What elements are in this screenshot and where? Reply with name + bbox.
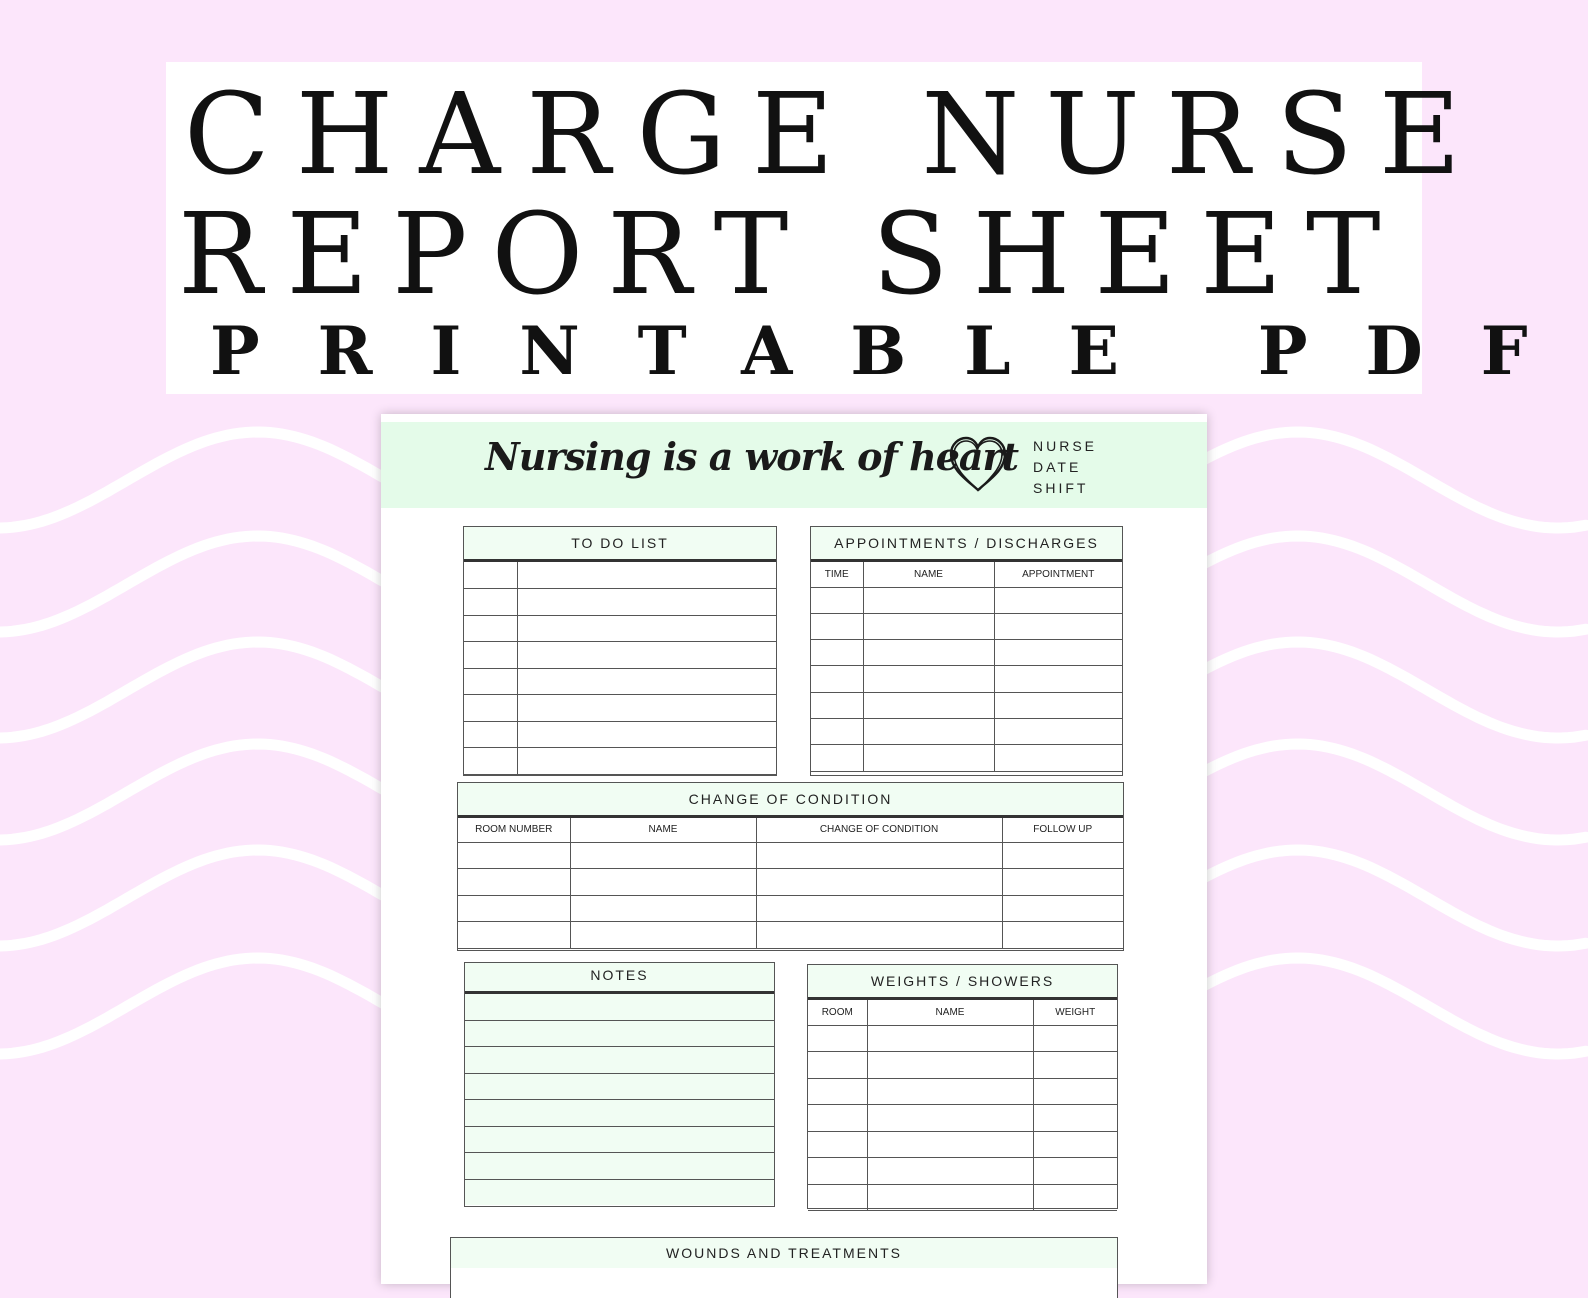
- field-date: DATE: [1033, 459, 1082, 475]
- table-cell: [517, 748, 776, 775]
- table-cell: [1033, 1078, 1117, 1105]
- table-cell: [994, 692, 1122, 718]
- table-cell: [1033, 1131, 1117, 1158]
- title-line-2: REPORT SHEET: [178, 190, 1405, 320]
- table-cell: [464, 721, 517, 748]
- table-row: [811, 745, 1122, 771]
- table-cell: [464, 562, 517, 589]
- table-cell: [808, 1131, 867, 1158]
- change-of-condition-box: [457, 782, 1124, 951]
- col-change-of-condition: CHANGE OF CONDITION: [756, 818, 1002, 842]
- table-cell: [756, 869, 1002, 896]
- table-cell: [863, 745, 994, 771]
- table-row: [464, 642, 776, 669]
- table-cell: [756, 842, 1002, 869]
- note-line: [465, 994, 774, 1021]
- table-row: [458, 869, 1123, 896]
- note-line: [465, 1153, 774, 1180]
- table-cell: [808, 1184, 867, 1211]
- table-cell: [517, 642, 776, 669]
- table-row: [464, 615, 776, 642]
- report-sheet-preview: [381, 414, 1207, 1284]
- note-line: [465, 1074, 774, 1101]
- table-row: [811, 613, 1122, 639]
- table-cell: [756, 922, 1002, 949]
- note-line: [465, 1100, 774, 1127]
- table-cell: [811, 692, 863, 718]
- wave-line: [1190, 642, 1586, 738]
- table-cell: [808, 1078, 867, 1105]
- table-cell: [1033, 1025, 1117, 1052]
- wave-line: [0, 850, 390, 946]
- note-line: [465, 1180, 774, 1206]
- wave-line: [0, 958, 390, 1054]
- table-row: [808, 1052, 1117, 1079]
- table-row: [458, 895, 1123, 922]
- table-cell: [1033, 1052, 1117, 1079]
- notes-title: NOTES: [465, 963, 774, 994]
- table-cell: [517, 589, 776, 616]
- table-row: [464, 748, 776, 775]
- table-cell: [994, 666, 1122, 692]
- wave-line: [0, 432, 390, 528]
- table-cell: [1002, 842, 1123, 869]
- notes-lines: [465, 994, 774, 1205]
- table-row: [811, 587, 1122, 613]
- table-row: [808, 1131, 1117, 1158]
- table-row: [464, 589, 776, 616]
- table-cell: [811, 745, 863, 771]
- table-cell: [808, 1025, 867, 1052]
- subtitle-line: PRINTABLE PDF: [210, 312, 1586, 390]
- table-cell: [464, 589, 517, 616]
- title-line-1: CHARGE NURSE: [184, 70, 1487, 200]
- table-cell: [808, 1158, 867, 1185]
- table-cell: [570, 922, 756, 949]
- table-cell: [517, 562, 776, 589]
- table-row: [808, 1105, 1117, 1132]
- title-banner: [166, 62, 1586, 394]
- table-row: [811, 718, 1122, 744]
- table-cell: [811, 640, 863, 666]
- table-cell: [867, 1078, 1033, 1105]
- table-cell: [464, 748, 517, 775]
- table-cell: [517, 615, 776, 642]
- table-cell: [517, 668, 776, 695]
- header-fields: [1033, 436, 1097, 499]
- table-cell: [867, 1105, 1033, 1132]
- table-cell: [867, 1052, 1033, 1079]
- wounds-box: [450, 1237, 1118, 1298]
- col-follow-up: FOLLOW UP: [1002, 818, 1123, 842]
- table-row: [464, 721, 776, 748]
- table-cell: [994, 587, 1122, 613]
- note-line: [465, 1127, 774, 1154]
- appointments-table: [811, 562, 1122, 772]
- table-row: [811, 640, 1122, 666]
- table-row: [464, 668, 776, 695]
- field-shift: SHIFT: [1033, 480, 1089, 496]
- table-cell: [863, 666, 994, 692]
- table-cell: [458, 842, 570, 869]
- col-weight: WEIGHT: [1033, 1000, 1117, 1025]
- table-cell: [811, 666, 863, 692]
- table-cell: [570, 869, 756, 896]
- table-cell: [808, 1052, 867, 1079]
- table-cell: [458, 895, 570, 922]
- change-of-condition-table: [458, 818, 1123, 949]
- table-row: [808, 1025, 1117, 1052]
- table-cell: [867, 1131, 1033, 1158]
- table-cell: [756, 895, 1002, 922]
- weights-box: [807, 964, 1118, 1209]
- wave-line: [1190, 744, 1586, 840]
- table-cell: [994, 640, 1122, 666]
- table-row: [808, 1158, 1117, 1185]
- note-line: [465, 1047, 774, 1074]
- table-cell: [863, 718, 994, 744]
- table-cell: [464, 615, 517, 642]
- col-room: ROOM: [808, 1000, 867, 1025]
- sheet-header: [381, 422, 1207, 508]
- col-appointment: APPOINTMENT: [994, 562, 1122, 587]
- table-cell: [867, 1158, 1033, 1185]
- table-row: [464, 562, 776, 589]
- table-cell: [808, 1105, 867, 1132]
- motto-text: Nursing is a work of heart: [485, 434, 1019, 479]
- table-cell: [811, 587, 863, 613]
- table-cell: [464, 695, 517, 722]
- table-cell: [811, 718, 863, 744]
- table-cell: [570, 895, 756, 922]
- wave-line: [1190, 958, 1586, 1054]
- notes-box: [464, 962, 775, 1207]
- table-row: [458, 842, 1123, 869]
- table-row: [464, 695, 776, 722]
- table-cell: [863, 613, 994, 639]
- table-cell: [994, 613, 1122, 639]
- wounds-title: WOUNDS AND TREATMENTS: [451, 1238, 1117, 1268]
- wave-line: [1190, 536, 1586, 632]
- todo-list-title: TO DO LIST: [464, 527, 776, 562]
- change-of-condition-title: CHANGE OF CONDITION: [458, 783, 1123, 818]
- table-row: [808, 1078, 1117, 1105]
- wave-line: [1190, 432, 1586, 528]
- wave-line: [0, 642, 390, 738]
- weights-table: [808, 1000, 1117, 1211]
- wave-line: [0, 744, 390, 840]
- note-line: [465, 1021, 774, 1048]
- table-cell: [863, 587, 994, 613]
- wave-line: [0, 536, 390, 632]
- table-row: [808, 1184, 1117, 1211]
- table-cell: [811, 613, 863, 639]
- wave-line: [1190, 850, 1586, 946]
- weights-title: WEIGHTS / SHOWERS: [808, 965, 1117, 1000]
- table-row: [458, 922, 1123, 949]
- col-time: TIME: [811, 562, 863, 587]
- table-cell: [1002, 895, 1123, 922]
- todo-list-table: [464, 562, 776, 775]
- col-name: NAME: [570, 818, 756, 842]
- table-cell: [517, 721, 776, 748]
- table-cell: [867, 1184, 1033, 1211]
- field-nurse: NURSE: [1033, 438, 1098, 454]
- table-cell: [464, 668, 517, 695]
- col-name: NAME: [863, 562, 994, 587]
- table-cell: [1002, 922, 1123, 949]
- table-cell: [1033, 1158, 1117, 1185]
- table-cell: [863, 640, 994, 666]
- col-name: NAME: [867, 1000, 1033, 1025]
- table-cell: [1033, 1184, 1117, 1211]
- table-cell: [994, 745, 1122, 771]
- appointments-title: APPOINTMENTS / DISCHARGES: [811, 527, 1122, 562]
- table-cell: [458, 922, 570, 949]
- table-cell: [458, 869, 570, 896]
- table-cell: [994, 718, 1122, 744]
- table-cell: [570, 842, 756, 869]
- heart-icon: [945, 432, 1011, 498]
- table-cell: [867, 1025, 1033, 1052]
- table-cell: [517, 695, 776, 722]
- appointments-box: [810, 526, 1123, 776]
- table-cell: [464, 642, 517, 669]
- todo-list-box: [463, 526, 777, 776]
- table-row: [811, 692, 1122, 718]
- table-cell: [1002, 869, 1123, 896]
- table-row: [811, 666, 1122, 692]
- table-cell: [863, 692, 994, 718]
- col-room-number: ROOM NUMBER: [458, 818, 570, 842]
- table-cell: [1033, 1105, 1117, 1132]
